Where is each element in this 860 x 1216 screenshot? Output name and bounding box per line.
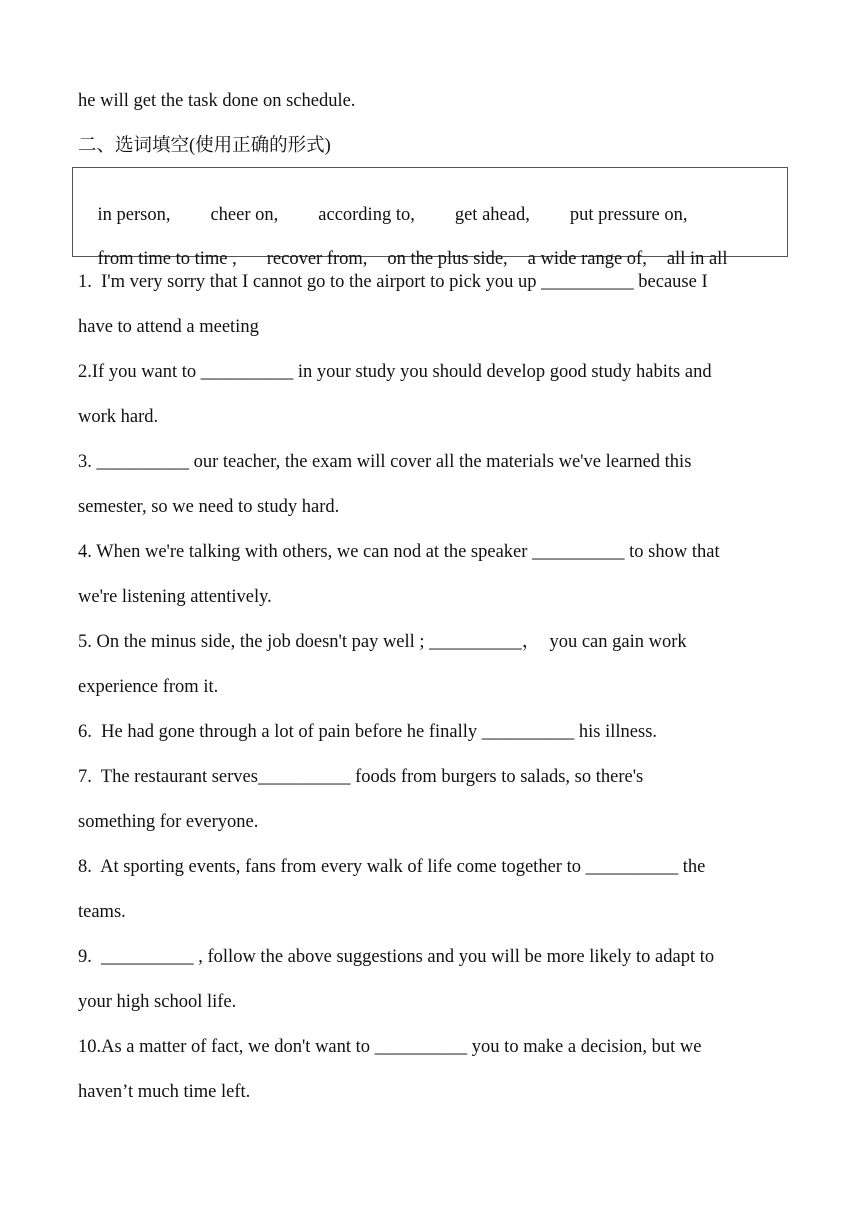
question-line: 10.As a matter of fact, we don't want to __________ you to make a decision, but we (78, 1037, 702, 1057)
question-line: 6. He had gone through a lot of pain before he finally __________ his illness. (78, 722, 658, 742)
question-line: 9. __________ , follow the above suggestions and you will be more likely to adapt to (78, 947, 715, 967)
question-line: teams. (78, 902, 126, 922)
word-bank-item: cheer on, (210, 205, 279, 225)
word-bank-item: in person, (97, 205, 171, 225)
question-line: 3. __________ our teacher, the exam will cover all the materials we've learned this (78, 452, 692, 472)
question-line: have to attend a meeting (78, 317, 259, 337)
question-line: we're listening attentively. (78, 587, 272, 607)
word-bank-item: get ahead, (454, 205, 530, 225)
word-bank-item: a wide range of, (527, 249, 647, 269)
question-line: work hard. (78, 407, 159, 427)
question-line: semester, so we need to study hard. (78, 497, 340, 517)
word-bank-item: on the plus side, (387, 249, 508, 269)
word-bank-item: recover from, (266, 249, 368, 269)
question-line: 4. When we're talking with others, we can nod at the speaker __________ to show that (78, 542, 720, 562)
intro-line: he will get the task done on schedule. (78, 91, 356, 111)
word-bank-item: all in all (666, 249, 728, 269)
word-bank-item: according to, (318, 205, 415, 225)
word-bank-item: from time to time , (97, 249, 237, 269)
question-line: 8. At sporting events, fans from every walk of life come together to __________ the (78, 857, 706, 877)
question-line: experience from it. (78, 677, 219, 697)
word-bank (72, 167, 788, 269)
question-line: your high school life. (78, 992, 237, 1012)
question-line: haven’t much time left. (78, 1082, 251, 1102)
question-line: something for everyone. (78, 812, 259, 832)
section-title: 二、选词填空(使用正确的形式) (78, 136, 331, 156)
question-line: 5. On the minus side, the job doesn't pay well ; __________， you can gain work (78, 632, 687, 652)
question-line: 2.If you want to __________ in your study you should develop good study habits and (78, 362, 712, 382)
question-line: 1. I'm very sorry that I cannot go to the airport to pick you up __________ because I (78, 272, 708, 292)
question-line: 7. The restaurant serves__________ foods from burgers to salads, so there's (78, 767, 644, 787)
word-bank-item: put pressure on, (569, 205, 688, 225)
